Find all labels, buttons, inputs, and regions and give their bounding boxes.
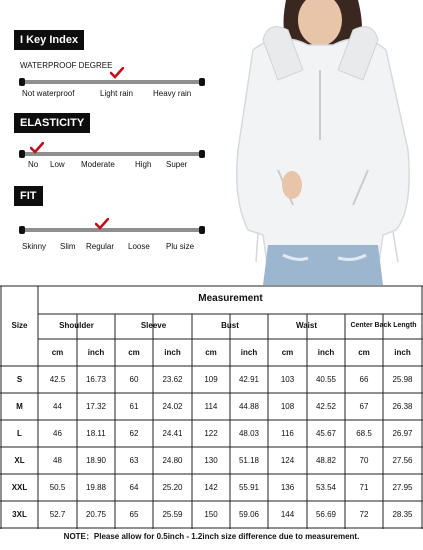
fit-label-3: Loose: [128, 242, 150, 251]
row-xxl-c7: 136: [280, 483, 295, 492]
elasticity-bar: [20, 152, 204, 156]
row-xxl-c1: 50.5: [49, 483, 66, 492]
row-xl-c6: 51.18: [238, 456, 260, 465]
model-photo: [208, 0, 423, 285]
row-m-c4: 24.02: [162, 402, 183, 411]
row-xl-c7: 124: [280, 456, 295, 465]
row-m-c1: 44: [53, 402, 62, 411]
row-xxl-c3: 64: [129, 483, 139, 492]
row-l-c6: 48.03: [238, 429, 260, 438]
row-3xl-c2: 20.75: [85, 510, 107, 519]
row-m-c9: 67: [359, 402, 369, 411]
fit-label-1: Slim: [60, 242, 76, 251]
row-s-c10: 25.98: [392, 375, 413, 384]
group-center-back-length: Center Back Length: [350, 322, 417, 329]
row-3xl-c4: 25.59: [162, 510, 183, 519]
waterproof-check-icon: [110, 67, 124, 79]
row-xxl-c10: 27.95: [392, 483, 413, 492]
unit-cm-2: cm: [128, 348, 140, 357]
fit-label-2: Regular: [86, 242, 115, 251]
row-3xl-c3: 65: [129, 510, 139, 519]
row-s-c5: 109: [204, 375, 218, 384]
row-s-c9: 66: [359, 375, 369, 384]
row-l-c3: 62: [129, 429, 139, 438]
row-s-c6: 42.91: [238, 375, 260, 384]
row-s-c3: 60: [129, 375, 139, 384]
row-3xl-c1: 52.7: [49, 510, 66, 519]
row-m-c6: 44.88: [238, 402, 260, 411]
unit-inch-4: inch: [317, 348, 335, 357]
waterproof-label-0: Not waterproof: [22, 89, 75, 98]
unit-inch-2: inch: [164, 348, 181, 357]
elasticity-label-2: Moderate: [81, 160, 115, 169]
size-note: NOTE：Please allow for 0.5inch - 1.2inch size difference due to measurement.: [63, 532, 360, 541]
row-3xl-c5: 150: [204, 510, 218, 519]
row-l-c7: 116: [281, 429, 294, 438]
size-table: [0, 285, 423, 550]
row-l-c1: 46: [53, 429, 62, 438]
row-m-c3: 61: [129, 402, 139, 411]
row-l-c2: 18.11: [86, 429, 106, 438]
row-l-c9: 68.5: [356, 429, 372, 438]
row-xxl-c9: 71: [359, 483, 369, 492]
row-xl-c5: 130: [204, 456, 218, 465]
group-bust: Bust: [221, 321, 239, 330]
row-xl-c8: 48.82: [315, 456, 337, 465]
size-header: Size: [11, 321, 28, 330]
unit-inch-5: inch: [394, 348, 411, 357]
unit-cm-4: cm: [281, 348, 294, 357]
row-xl-c3: 63: [129, 456, 139, 465]
row-m-size: M: [16, 402, 23, 411]
unit-inch-3: inch: [240, 348, 258, 357]
waterproof-title: WATERPROOF DEGREE: [20, 61, 113, 70]
unit-inch-1: inch: [87, 348, 105, 357]
unit-cm-5: cm: [358, 348, 370, 357]
row-3xl-c9: 72: [359, 510, 369, 519]
row-s-size: S: [16, 375, 23, 384]
row-3xl-size: 3XL: [12, 510, 27, 519]
waterproof-bar: [20, 80, 204, 84]
group-sleeve: Sleeve: [140, 321, 167, 330]
elasticity-label-3: High: [135, 160, 152, 169]
row-m-c7: 108: [280, 402, 295, 411]
unit-cm-3: cm: [205, 348, 217, 357]
row-xl-size: XL: [14, 456, 25, 465]
fit-check-icon: [95, 218, 109, 230]
row-l-c8: 45.67: [315, 429, 337, 438]
group-waist: Waist: [295, 321, 318, 330]
row-l-c4: 24.41: [162, 429, 183, 438]
fit-label-4: Plu size: [166, 242, 195, 251]
row-xxl-c8: 53.54: [315, 483, 337, 492]
row-m-c5: 114: [204, 402, 218, 411]
row-xl-c4: 24.80: [162, 456, 183, 465]
row-3xl-c8: 56.69: [315, 510, 337, 519]
row-xl-c2: 18.90: [85, 456, 107, 465]
row-xxl-c6: 55.91: [238, 483, 260, 492]
row-3xl-c6: 59.06: [238, 510, 260, 519]
row-l-c10: 26.97: [392, 429, 413, 438]
key-index-title: I Key Index: [14, 30, 84, 50]
row-3xl-c7: 144: [280, 510, 295, 519]
row-xxl-c4: 25.20: [162, 483, 183, 492]
measurement-header: Measurement: [198, 293, 263, 304]
fit-bar: [20, 228, 204, 232]
row-xl-c1: 48: [53, 456, 62, 465]
unit-cm-1: cm: [51, 348, 64, 357]
elasticity-label-0: No: [28, 160, 39, 169]
row-s-c1: 42.5: [49, 375, 66, 384]
row-xxl-c5: 142: [204, 483, 218, 492]
row-l-size: L: [17, 429, 22, 438]
row-xl-c9: 70: [359, 456, 369, 465]
row-xxl-c2: 19.88: [85, 483, 107, 492]
elasticity-label-4: Super: [166, 160, 188, 169]
row-l-c5: 122: [204, 429, 218, 438]
group-shoulder: Shoulder: [59, 321, 94, 330]
row-3xl-c10: 28.35: [392, 510, 413, 519]
row-s-c7: 103: [280, 375, 295, 384]
row-s-c2: 16.73: [85, 375, 107, 384]
elasticity-check-icon: [30, 142, 44, 154]
fit-label-0: Skinny: [22, 242, 47, 251]
row-m-c10: 26.38: [392, 402, 413, 411]
row-xl-c10: 27.56: [392, 456, 413, 465]
elasticity-title: ELASTICITY: [14, 113, 90, 133]
row-s-c4: 23.62: [162, 375, 183, 384]
elasticity-label-1: Low: [50, 160, 65, 169]
waterproof-label-2: Heavy rain: [153, 89, 192, 98]
waterproof-label-1: Light rain: [100, 89, 133, 98]
row-m-c8: 42.52: [315, 402, 337, 411]
row-s-c8: 40.55: [315, 375, 337, 384]
fit-title: FIT: [14, 186, 43, 206]
row-m-c2: 17.32: [85, 402, 107, 411]
row-xxl-size: XXL: [11, 483, 28, 492]
